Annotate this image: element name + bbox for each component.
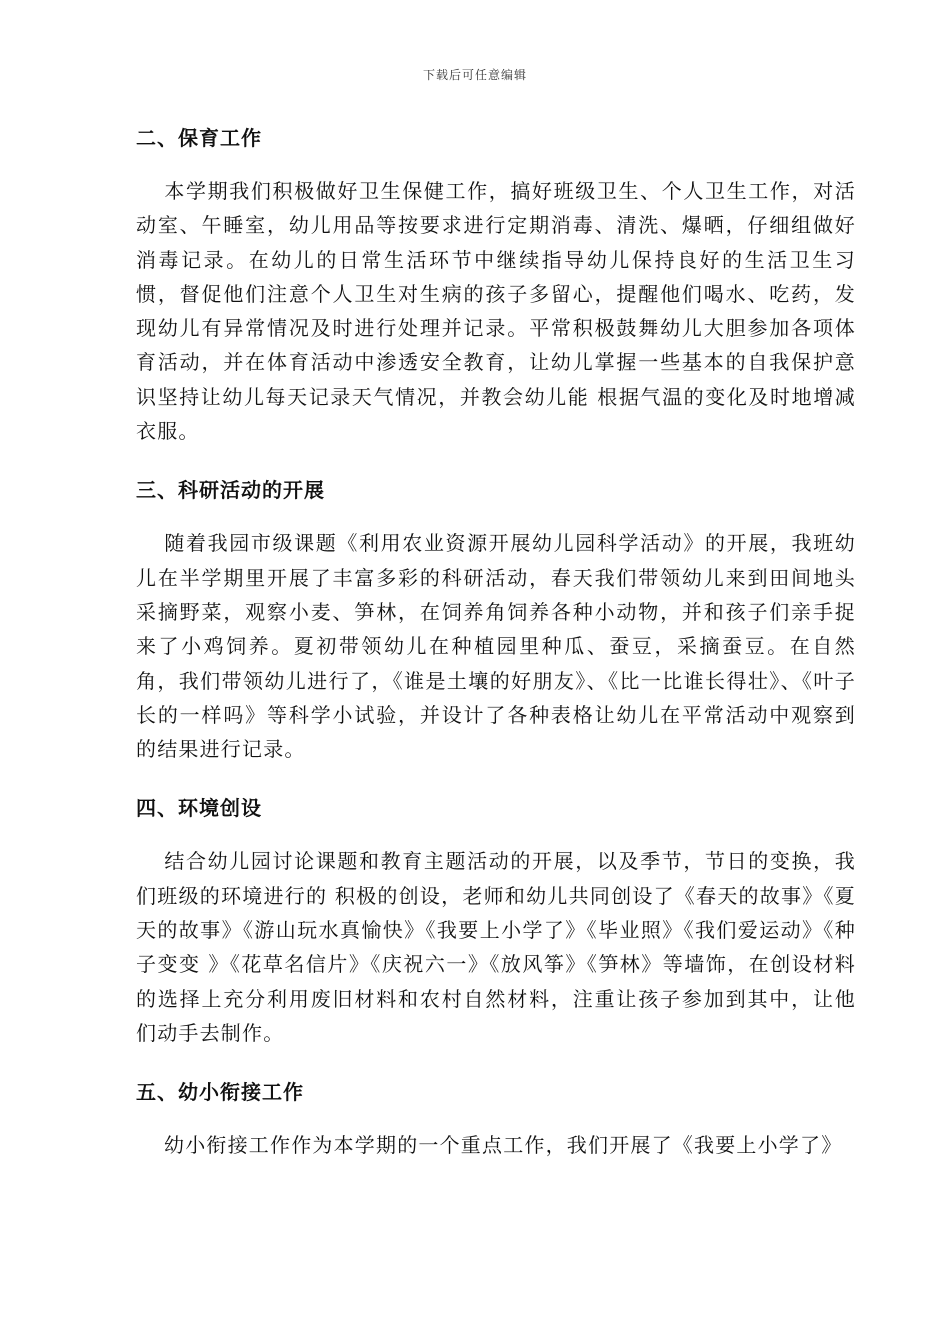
section-heading-research: 三、科研活动的开展 [136, 478, 325, 503]
section-paragraph-research: 随着我园市级课题《利用农业资源开展幼儿园科学活动》的开展，我班幼儿在半学期里开展了丰富多彩的科研活动，春天我们带领幼儿来到田间地头采摘野菜，观察小麦、笋林，在饲养角饲养各种小动物，并和孩子们亲手捉来了小鸡饲养。夏初带领幼儿在种植园里种瓜、蚕豆，采摘蚕豆。在自然角，我们带领幼儿进行了，《谁是土壤的好朋友》、《比一比谁长得壮》、《叶子长的一样吗》等科学小试验，并设计了各种表格让幼儿在平常活动中观察到的结果进行记录。 [136, 531, 856, 762]
section-heading-transition: 五、幼小衔接工作 [136, 1080, 304, 1105]
document-body [136, 116, 856, 1183]
section-heading-environment: 四、环境创设 [136, 796, 262, 821]
section-paragraph-environment: 结合幼儿园讨论课题和教育主题活动的开展，以及季节，节日的变换，我们班级的环境进行的 积极的创设，老师和幼儿共同创设了《春天的故事》《夏天的故事》《游山玩水真愉快》《我要上小学了》《毕业照》《我们爱运动》《种子变变 》《花草名信片》《庆祝六一》《放风筝》《笋林》等墙饰，在创设材料的选择上充分利用废旧材料和农村自然材料，注重让孩子参加到其中，让他们动手去制作。 [136, 849, 856, 1045]
header-note: 下载后可任意编辑 [422, 68, 527, 82]
section-heading-childcare: 二、保育工作 [136, 126, 262, 150]
section-paragraph-childcare: 本学期我们积极做好卫生保健工作，搞好班级卫生、个人卫生工作，对活动室、午睡室，幼儿用品等按要求进行定期消毒、清洗、爆晒，仔细组做好消毒记录。在幼儿的日常生活环节中继续指导幼儿保持良好的生活卫生习惯，督促他们注意个人卫生对生病的孩子多留心，提醒他们喝水、吃药，发现幼儿有异常情况及时进行处理并记录。平常积极鼓舞幼儿大胆参加各项体育活动，并在体育活动中渗透安全教育，让幼儿掌握一些基本的自我保护意识坚持让幼儿每天记录天气情况，并教会幼儿能 根据气温的变化及时地增减衣服。 [136, 179, 856, 444]
section-paragraph-transition: 幼小衔接工作作为本学期的一个重点工作，我们开展了《我要上小学了》 [164, 1133, 843, 1158]
